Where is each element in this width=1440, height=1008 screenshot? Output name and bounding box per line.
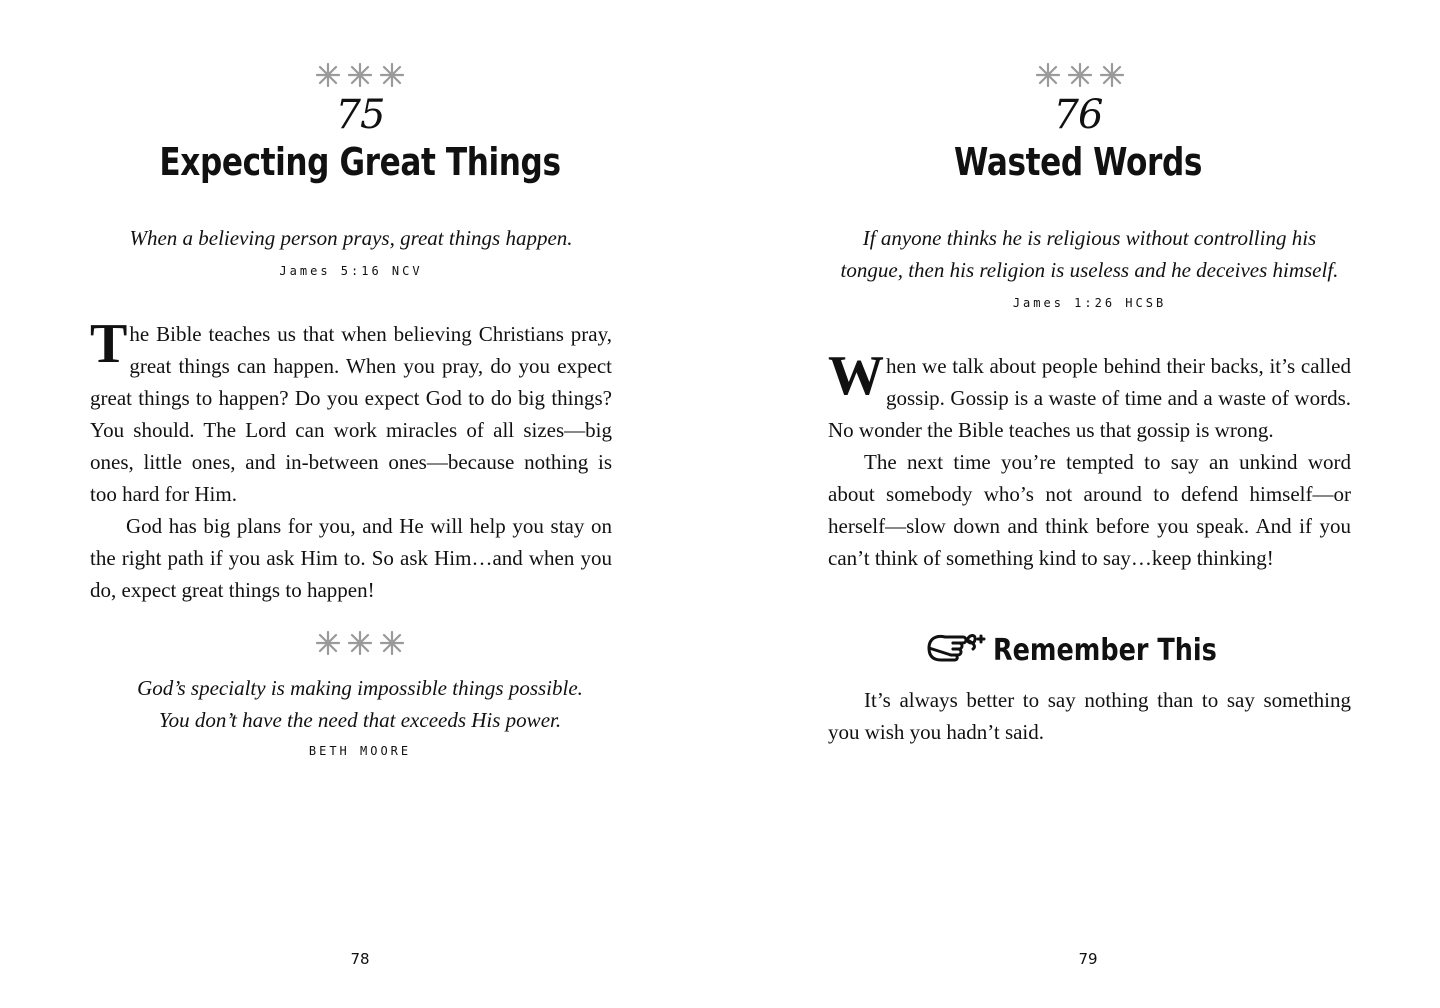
verse-line-2: tongue, then his religion is useless and he deceives himself.: [840, 258, 1339, 282]
quote-line-1: God’s specialty is making impossible things possible.: [137, 676, 583, 700]
drop-cap: T: [90, 313, 128, 375]
quote-line-2: You don’t have the need that exceeds His power.: [158, 708, 562, 732]
page-number: 78: [350, 950, 370, 968]
remember-text: It’s always better to say nothing than to say something you wish you hadn’t said.: [828, 688, 1351, 744]
pointing-hand-icon: [923, 628, 987, 673]
devotion-body: [828, 345, 1351, 574]
remember-heading: [828, 628, 1351, 673]
drop-cap: W: [828, 345, 884, 407]
body-paragraph-2: The next time you’re tempted to say an unkind word about somebody who’s not around to defend himself—or herself—slow down and think before you speak. And if you can’t think of something kind to say…keep thinking!: [828, 450, 1351, 570]
quote-author: BETH MOORE: [308, 744, 412, 758]
body-paragraph-1: When we talk about people behind their backs, it’s called gossip. Gossip is a waste of time and a waste of words. No wonder the Bible teaches us that gossip is wrong.: [828, 345, 1351, 442]
closing-quote: [0, 672, 720, 736]
devotion-number: 75: [335, 92, 385, 138]
devotion-number: 76: [1053, 92, 1103, 138]
devotion-title: Wasted Words: [954, 140, 1202, 184]
verse-line-1: If anyone thinks he is religious without controlling his: [862, 226, 1317, 250]
remember-label: Remember This: [992, 633, 1217, 668]
body-paragraph-2: God has big plans for you, and He will help you stay on the right path if you ask Him to. So ask Him…and when you do, expect great things to happen!: [90, 514, 612, 602]
scripture-reference: James 1:26 HCSB: [1012, 296, 1167, 310]
devotion-body: [90, 313, 612, 606]
devotion-title: Expecting Great Things: [159, 140, 561, 184]
scripture-reference: James 5:16 NCV: [279, 264, 423, 278]
page-number: 79: [1078, 950, 1098, 968]
right-page: [720, 0, 1440, 1008]
asterism-icon: [0, 628, 720, 663]
scripture-verse: When a believing person prays, great things happen.: [129, 226, 573, 250]
scripture-verse: [828, 222, 1351, 286]
body-paragraph-1: The Bible teaches us that when believing Christians pray, great things can happen. When you pray, do you expect great things to happen? Do you expect God to do big things? You should. The Lord can work miracles of all sizes—big ones, little ones, and in-between ones—because nothing is too hard for Him.: [90, 313, 612, 506]
